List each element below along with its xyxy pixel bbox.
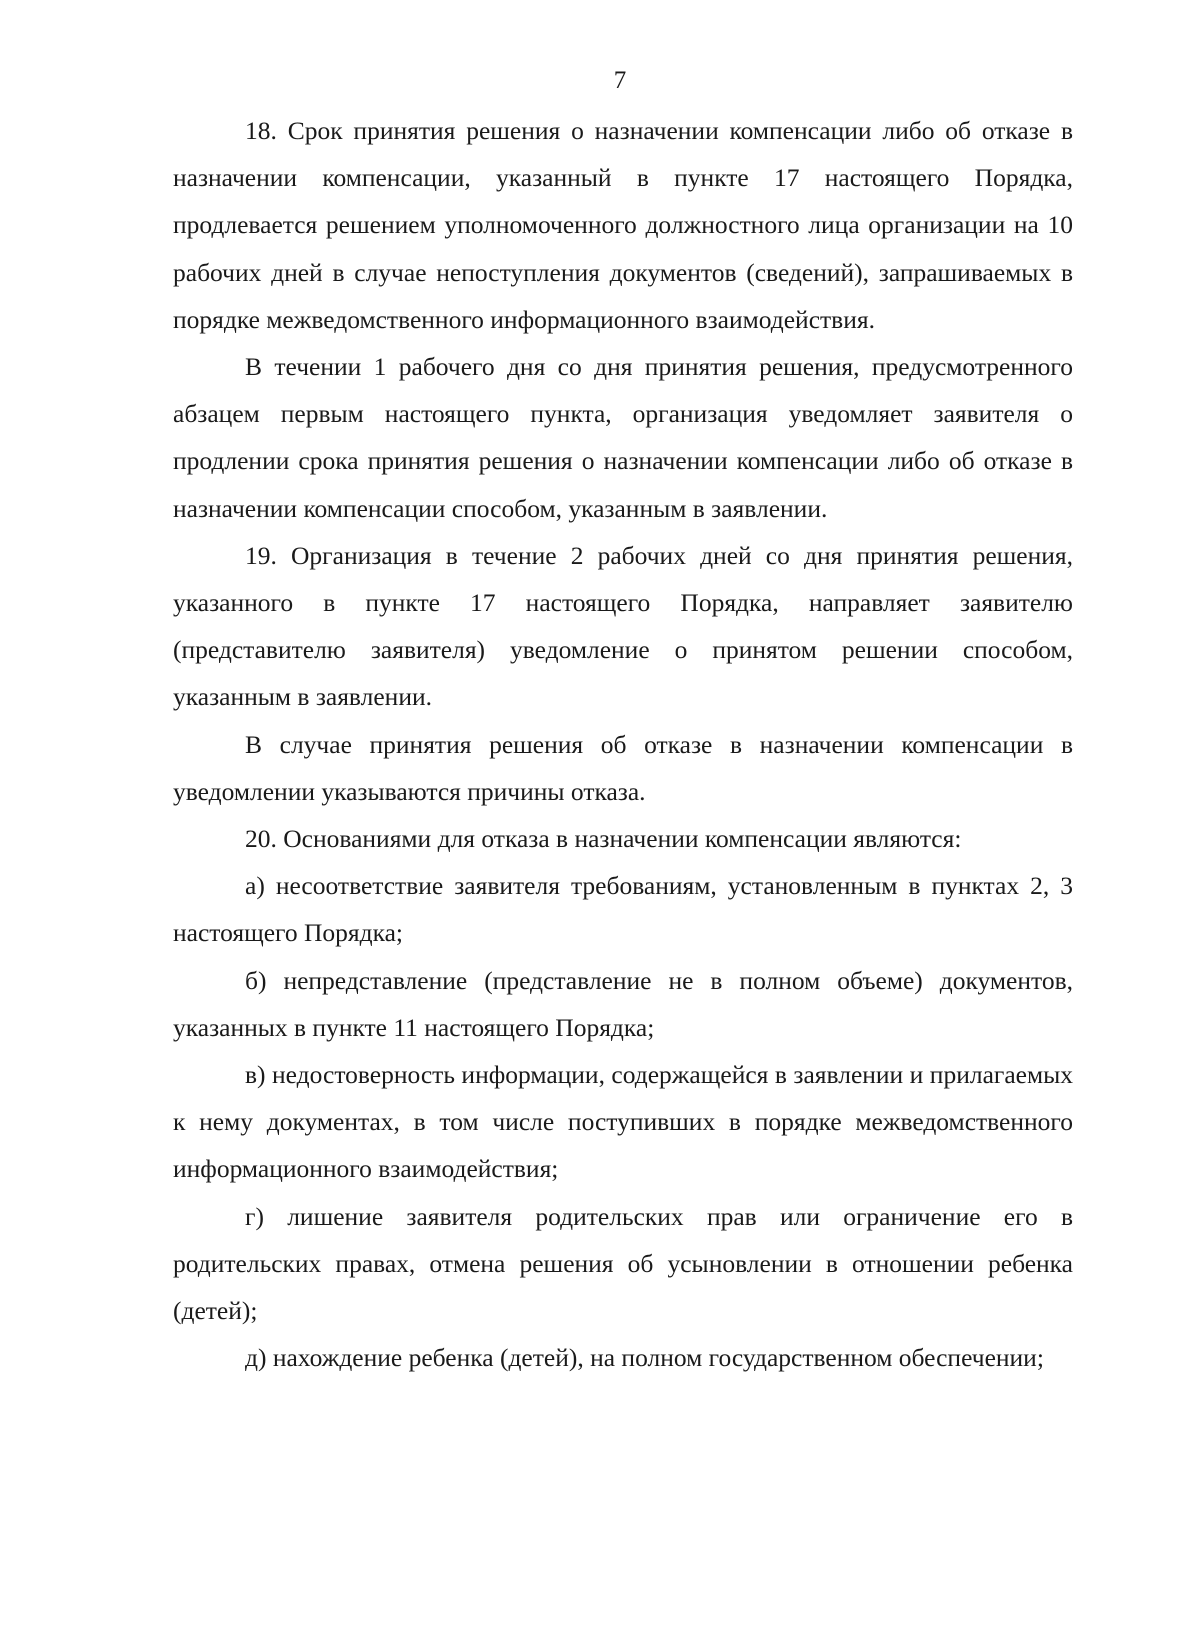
list-item-v: в) недостоверность информации, содержащейся в заявлении и прилагаемых к нему документах, в том числе поступивших в порядке межведомственного информационного взаимодействия;: [173, 1060, 1073, 1184]
page-number: 7: [613, 67, 627, 94]
paragraph-20: 20. Основаниями для отказа в назначении компенсации являются:: [245, 824, 962, 854]
paragraph-18-notification: В течении 1 рабочего дня со дня принятия решения, предусмотренного абзацем первым настоящего пункта, организация уведомляет заявителя о продлении срока принятия решения о назначении компенсации либо об отказе в назначении компенсации способом, указанным в заявлении.: [173, 352, 1073, 523]
document-body: [173, 107, 1073, 1381]
list-item-d: д) нахождение ребенка (детей), на полном государственном обеспечении;: [245, 1343, 1044, 1373]
paragraph-19: 19. Организация в течение 2 рабочих дней со дня принятия решения, указанного в пункте 17 настоящего Порядка, направляет заявителю (представителю заявителя) уведомление о принятом решении способом, указанным в заявлении.: [173, 540, 1073, 712]
paragraph-19-refusal-reasons: В случае принятия решения об отказе в назначении компенсации в уведомлении указываются причины отказа.: [173, 729, 1073, 806]
paragraph-18: 18. Срок принятия решения о назначении компенсации либо об отказе в назначении компенсации, указанный в пункте 17 настоящего Порядка, продлевается решением уполномоченного должностного лица организации на 10 рабочих дней в случае непоступления документов (сведений), запрашиваемых в порядке межведомственного информационного взаимодействия.: [173, 116, 1073, 334]
list-item-g: г) лишение заявителя родительских прав или ограничение его в родительских правах, отмена решения об усыновлении в отношении ребенка (детей);: [173, 1201, 1073, 1326]
list-item-a: а) несоответствие заявителя требованиям, установленным в пунктах 2, 3 настоящего Порядка;: [173, 871, 1073, 948]
list-item-b: б) непредставление (представление не в полном объеме) документов, указанных в пункте 11 настоящего Порядка;: [173, 965, 1073, 1042]
